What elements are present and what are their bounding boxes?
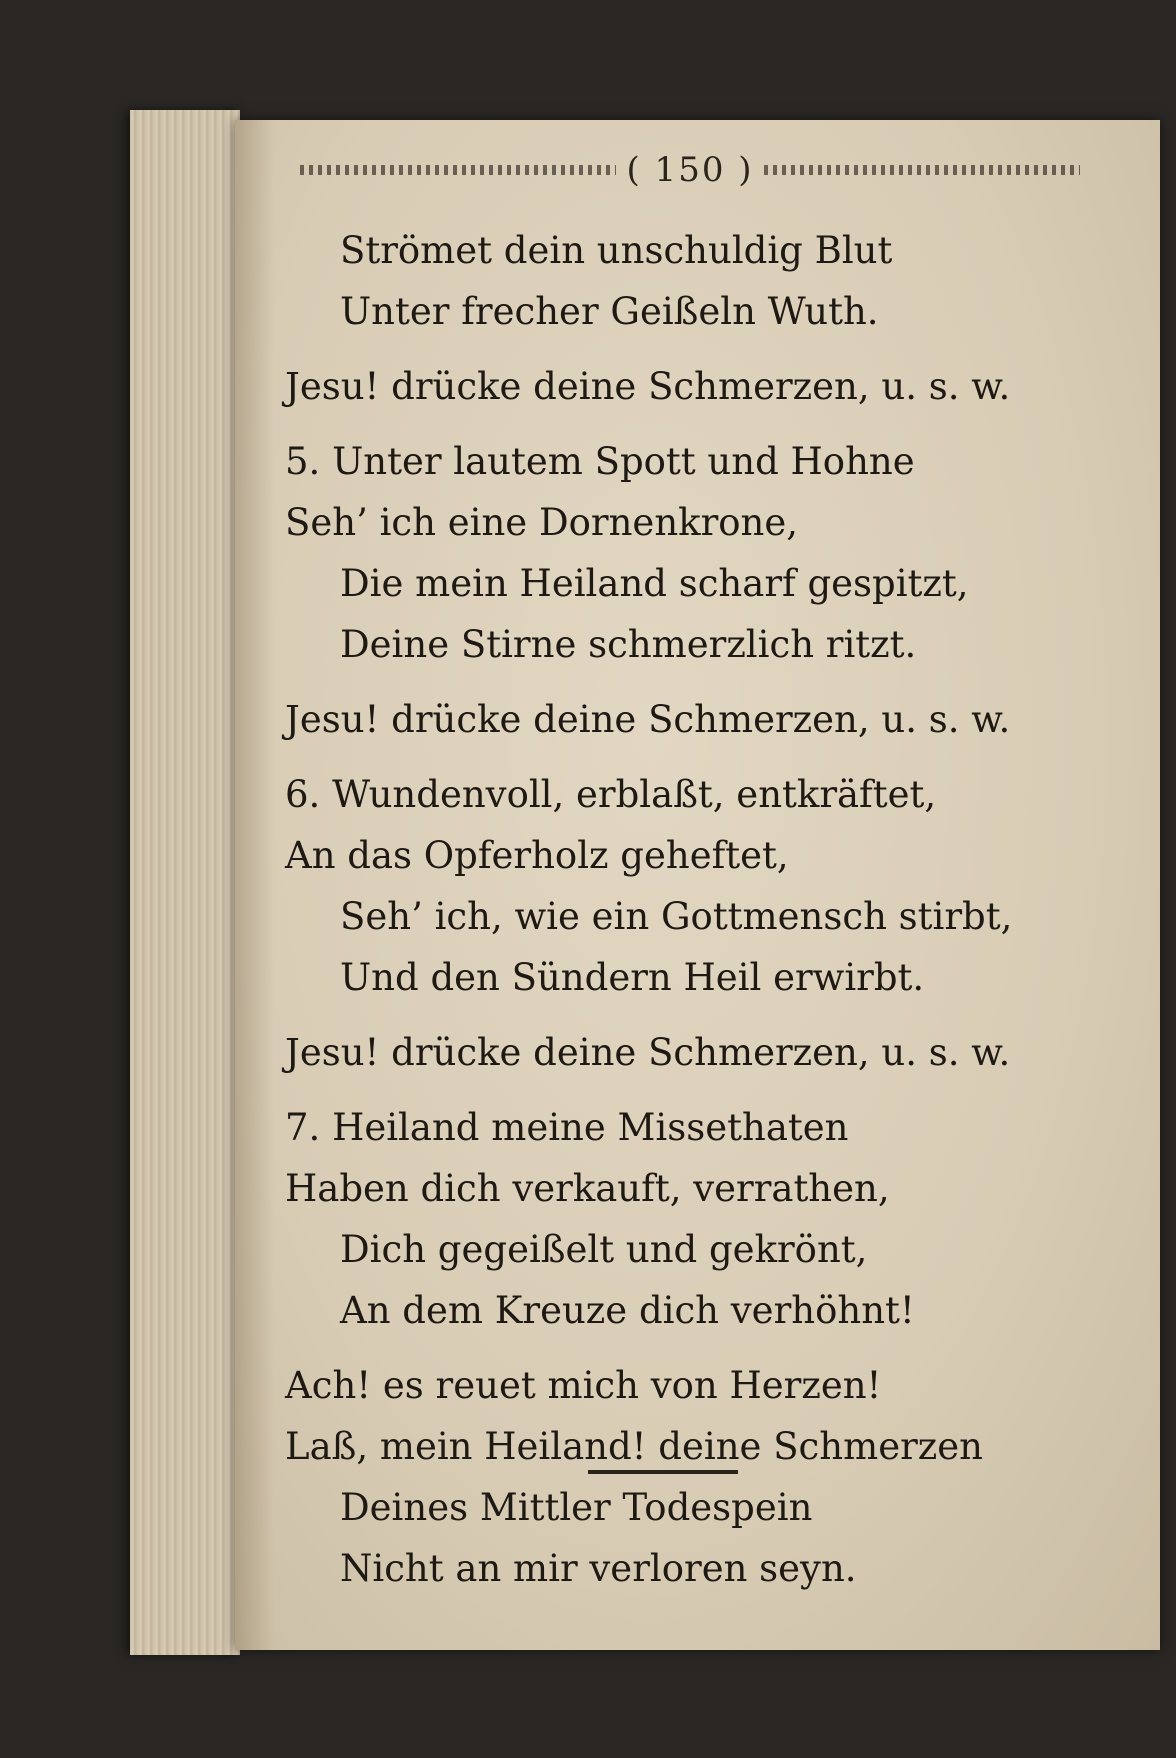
verse-line: Die mein Heiland scharf gespitzt, (340, 562, 969, 605)
refrain-line: Jesu! drücke deine Schmerzen, u. s. w. (285, 698, 1011, 741)
verse-line: 5. Unter lautem Spott und Hohne (285, 440, 915, 483)
refrain-line: Jesu! drücke deine Schmerzen, u. s. w. (285, 1031, 1011, 1074)
header-ornament-right (764, 165, 1080, 175)
refrain-line: Jesu! drücke deine Schmerzen, u. s. w. (285, 365, 1011, 408)
header-ornament-left (300, 165, 616, 175)
closing-line: Laß, mein Heiland! deine Schmerzen (285, 1425, 983, 1468)
verse-line: An dem Kreuze dich verhöhnt! (340, 1289, 915, 1332)
verse-line: Seh’ ich eine Dornenkrone, (285, 501, 799, 544)
verse-line: Seh’ ich, wie ein Gottmensch stirbt, (340, 895, 1013, 938)
verse-line: 7. Heiland meine Missethaten (285, 1106, 849, 1149)
closing-line: Ach! es reuet mich von Herzen! (285, 1364, 882, 1407)
verse-line: Dich gegeißelt und gekrönt, (340, 1228, 868, 1271)
hymn-text (285, 220, 1085, 1599)
page-header (300, 150, 1080, 190)
closing-line: Nicht an mir verloren seyn. (340, 1547, 857, 1590)
verse-line: Deine Stirne schmerzlich ritzt. (340, 623, 917, 666)
closing-line: Deines Mittler Todespein (340, 1486, 813, 1529)
page-number: ( 150 ) (626, 150, 754, 190)
verse-line: Haben dich verkauft, verrathen, (285, 1167, 890, 1210)
end-rule (588, 1470, 738, 1474)
verse-line: Und den Sündern Heil erwirbt. (340, 956, 925, 999)
book-page-edges (130, 110, 240, 1655)
verse-line: Strömet dein unschuldig Blut (340, 229, 893, 272)
verse-line: 6. Wundenvoll, erblaßt, entkräftet, (285, 773, 937, 816)
verse-line: An das Opferholz geheftet, (285, 834, 789, 877)
verse-line: Unter frecher Geißeln Wuth. (340, 290, 879, 333)
page-gutter-shadow (235, 120, 275, 1650)
